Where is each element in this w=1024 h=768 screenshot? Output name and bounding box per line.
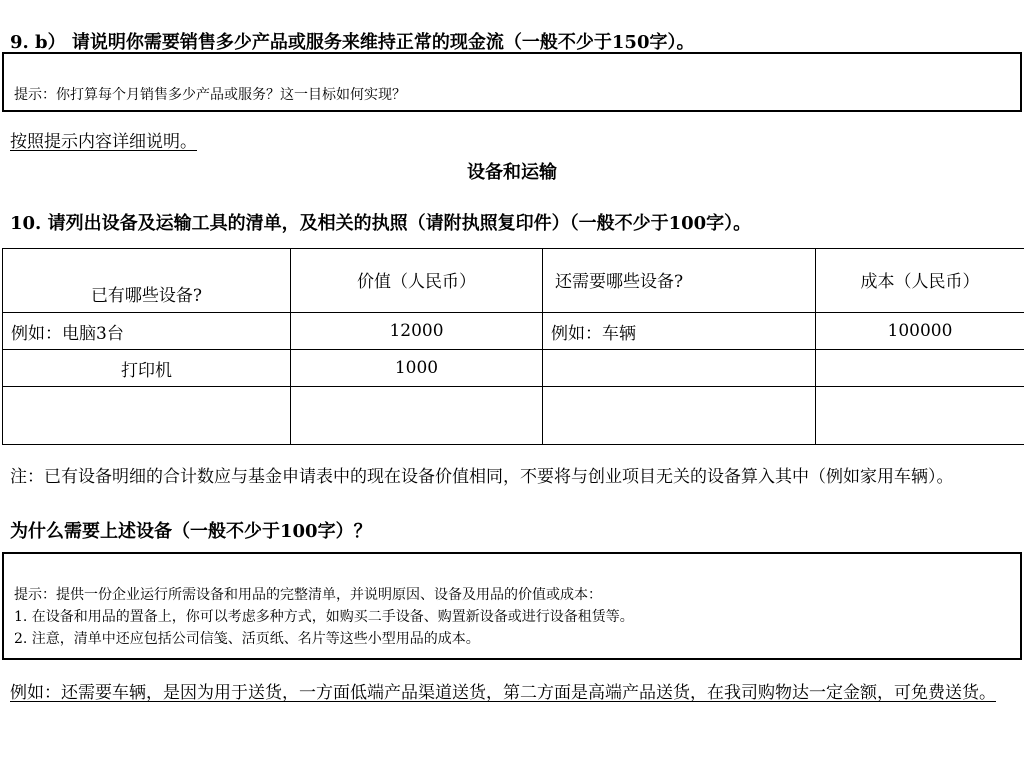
why-equipment-heading: 为什么需要上述设备（一般不少于100字）？	[10, 521, 372, 542]
section-9-heading: 9. b） 请说明你需要销售多少产品或服务来维持正常的现金流（一般不少于150字）。	[10, 32, 695, 53]
header-existing-equipment: 已有哪些设备?	[3, 249, 291, 313]
table-cell[interactable]: 例如：电脑3台	[3, 313, 291, 350]
section-9-answer: 按照提示内容详细说明。	[10, 132, 197, 152]
table-cell[interactable]	[3, 387, 291, 445]
section-10-heading: 10. 请列出设备及运输工具的清单，及相关的执照（请附执照复印件）（一般不少于100字）。	[10, 213, 752, 234]
header-value: 价值（人民币）	[291, 249, 543, 313]
section-9-hint-text: 提示：你打算每个月销售多少产品或服务？这一目标如何实现？	[14, 87, 406, 103]
equipment-table	[2, 248, 1024, 445]
table-header-row	[3, 249, 1024, 313]
table-cell[interactable]	[291, 387, 543, 445]
table-cell[interactable]: 1000	[291, 350, 543, 387]
header-cost: 成本（人民币）	[816, 249, 1024, 313]
table-cell[interactable]: 例如：车辆	[543, 313, 816, 350]
header-needed-equipment: 还需要哪些设备?	[543, 249, 816, 313]
equipment-section-title: 设备和运输	[467, 162, 557, 183]
table-row	[3, 387, 1024, 445]
why-hint-line-2: 1. 在设备和用品的置备上，你可以考虑多种方式，如购买二手设备、购置新设备或进行设备租赁等。	[14, 609, 634, 625]
why-hint-line-1: 提示：提供一份企业运行所需设备和用品的完整清单，并说明原因、设备及用品的价值或成本：	[14, 587, 602, 603]
why-hint-box	[2, 552, 1022, 660]
equipment-note: 注：已有设备明细的合计数应与基金申请表中的现在设备价值相同，不要将与创业项目无关的设备算入其中（例如家用车辆）。	[10, 467, 954, 487]
table-cell[interactable]: 打印机	[3, 350, 291, 387]
table-cell[interactable]	[816, 387, 1024, 445]
table-cell[interactable]: 100000	[816, 313, 1024, 350]
section-9-hint-box	[2, 52, 1022, 112]
table-cell[interactable]	[543, 350, 816, 387]
equipment-example-answer: 例如：还需要车辆，是因为用于送货，一方面低端产品渠道送货，第二方面是高端产品送货，在我司购物达一定金额，可免费送货。	[10, 683, 996, 703]
table-cell[interactable]: 12000	[291, 313, 543, 350]
table-cell[interactable]	[543, 387, 816, 445]
table-row	[3, 313, 1024, 350]
why-hint-line-3: 2. 注意，清单中还应包括公司信笺、活页纸、名片等这些小型用品的成本。	[14, 631, 480, 647]
table-cell[interactable]	[816, 350, 1024, 387]
table-row	[3, 350, 1024, 387]
